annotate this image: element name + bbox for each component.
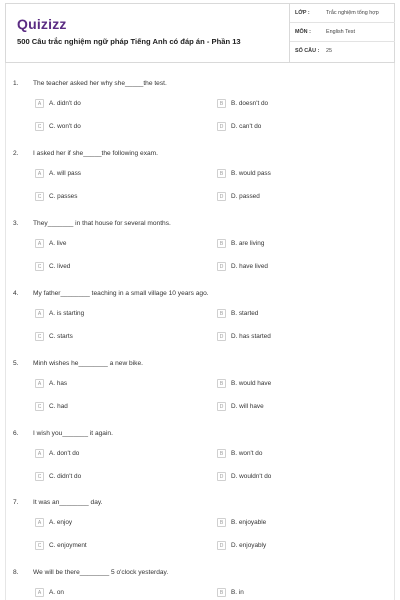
option-text: B. doesn't do	[231, 100, 269, 107]
option-letter-box: C	[35, 402, 44, 411]
option-letter-box: C	[35, 192, 44, 201]
question-number: 2.	[13, 150, 19, 157]
option-text: B. won't do	[231, 450, 263, 457]
option-text: D. passed	[231, 193, 260, 200]
option-letter-box: C	[35, 262, 44, 271]
option-text: A. don't do	[49, 450, 80, 457]
question-item	[0, 220, 400, 290]
option-text: A. didn't do	[49, 100, 81, 107]
option-letter-box: B	[217, 239, 226, 248]
option-letter-box: C	[35, 332, 44, 341]
option-text: C. had	[49, 403, 68, 410]
option-text: C. didn't do	[49, 473, 82, 480]
option-letter-box: A	[35, 518, 44, 527]
question-item	[0, 569, 400, 600]
option-text: A. will pass	[49, 170, 81, 177]
meta-row-subject	[290, 23, 395, 42]
option-letter-box: D	[217, 472, 226, 481]
meta-key: SỐ CÂU :	[295, 48, 320, 54]
question-number: 7.	[13, 499, 19, 506]
option-letter-box: A	[35, 309, 44, 318]
option-text: C. passes	[49, 193, 78, 200]
question-number: 4.	[13, 290, 19, 297]
question-number: 5.	[13, 360, 19, 367]
option-text: A. on	[49, 589, 64, 596]
option-text: C. lived	[49, 263, 71, 270]
option-text: D. enjoyably	[231, 542, 267, 549]
option-letter-box: B	[217, 309, 226, 318]
question-text: It was an________ day.	[33, 499, 103, 506]
question-item	[0, 80, 400, 150]
option-text: D. have lived	[231, 263, 268, 270]
question-item	[0, 499, 400, 569]
meta-row-count	[290, 42, 395, 61]
option-text: D. will have	[231, 403, 264, 410]
option-letter-box: D	[217, 122, 226, 131]
question-text: They_______ in that house for several months.	[33, 220, 171, 227]
option-text: A. enjoy	[49, 519, 73, 526]
meta-value: English Test	[326, 29, 355, 35]
meta-value: 25	[326, 48, 332, 54]
option-letter-box: C	[35, 472, 44, 481]
option-text: A. has	[49, 380, 68, 387]
option-letter-box: B	[217, 588, 226, 597]
question-text: Minh wishes he________ a new bike.	[33, 360, 143, 367]
option-letter-box: C	[35, 541, 44, 550]
option-text: C. won't do	[49, 123, 81, 130]
option-text: B. started	[231, 310, 259, 317]
option-text: C. enjoyment	[49, 542, 87, 549]
quizizz-logo: Quizizz	[17, 16, 67, 32]
meta-key: MÔN :	[295, 29, 311, 35]
option-letter-box: D	[217, 332, 226, 341]
question-item	[0, 360, 400, 430]
option-letter-box: A	[35, 449, 44, 458]
option-letter-box: B	[217, 99, 226, 108]
meta-row-class	[290, 4, 395, 23]
option-letter-box: B	[217, 379, 226, 388]
question-item	[0, 150, 400, 220]
option-letter-box: D	[217, 541, 226, 550]
option-letter-box: B	[217, 518, 226, 527]
option-text: B. are living	[231, 240, 265, 247]
option-letter-box: D	[217, 192, 226, 201]
option-text: D. has started	[231, 333, 271, 340]
question-item	[0, 290, 400, 360]
question-number: 3.	[13, 220, 19, 227]
meta-table	[289, 4, 395, 62]
option-text: C. starts	[49, 333, 73, 340]
option-text: D. can't do	[231, 123, 262, 130]
question-text: We will be there________ 5 o'clock yesterday.	[33, 569, 169, 576]
option-text: B. would pass	[231, 170, 271, 177]
option-letter-box: D	[217, 402, 226, 411]
option-text: B. in	[231, 589, 244, 596]
option-letter-box: A	[35, 239, 44, 248]
meta-key: LỚP :	[295, 10, 310, 16]
option-letter-box: D	[217, 262, 226, 271]
option-text: A. live	[49, 240, 67, 247]
option-text: A. is starting	[49, 310, 85, 317]
question-text: The teacher asked her why she_____the test.	[33, 80, 167, 87]
option-letter-box: C	[35, 122, 44, 131]
option-letter-box: B	[217, 449, 226, 458]
question-item	[0, 430, 400, 500]
question-number: 6.	[13, 430, 19, 437]
worksheet-header	[5, 3, 395, 63]
option-letter-box: A	[35, 588, 44, 597]
option-letter-box: A	[35, 169, 44, 178]
question-text: I asked her if she_____the following exam.	[33, 150, 158, 157]
option-text: B. enjoyable	[231, 519, 267, 526]
question-number: 1.	[13, 80, 19, 87]
option-text: B. would have	[231, 380, 272, 387]
option-text: D. wouldn't do	[231, 473, 272, 480]
question-text: I wish you_______ it again.	[33, 430, 113, 437]
meta-value: Trắc nghiệm tổng hợp	[326, 10, 379, 16]
question-text: My father________ teaching in a small village 10 years ago.	[33, 290, 209, 297]
question-number: 8.	[13, 569, 19, 576]
option-letter-box: B	[217, 169, 226, 178]
option-letter-box: A	[35, 99, 44, 108]
page-title: 500 Câu trắc nghiệm ngữ pháp Tiếng Anh có đáp án - Phần 13	[17, 37, 241, 46]
option-letter-box: A	[35, 379, 44, 388]
